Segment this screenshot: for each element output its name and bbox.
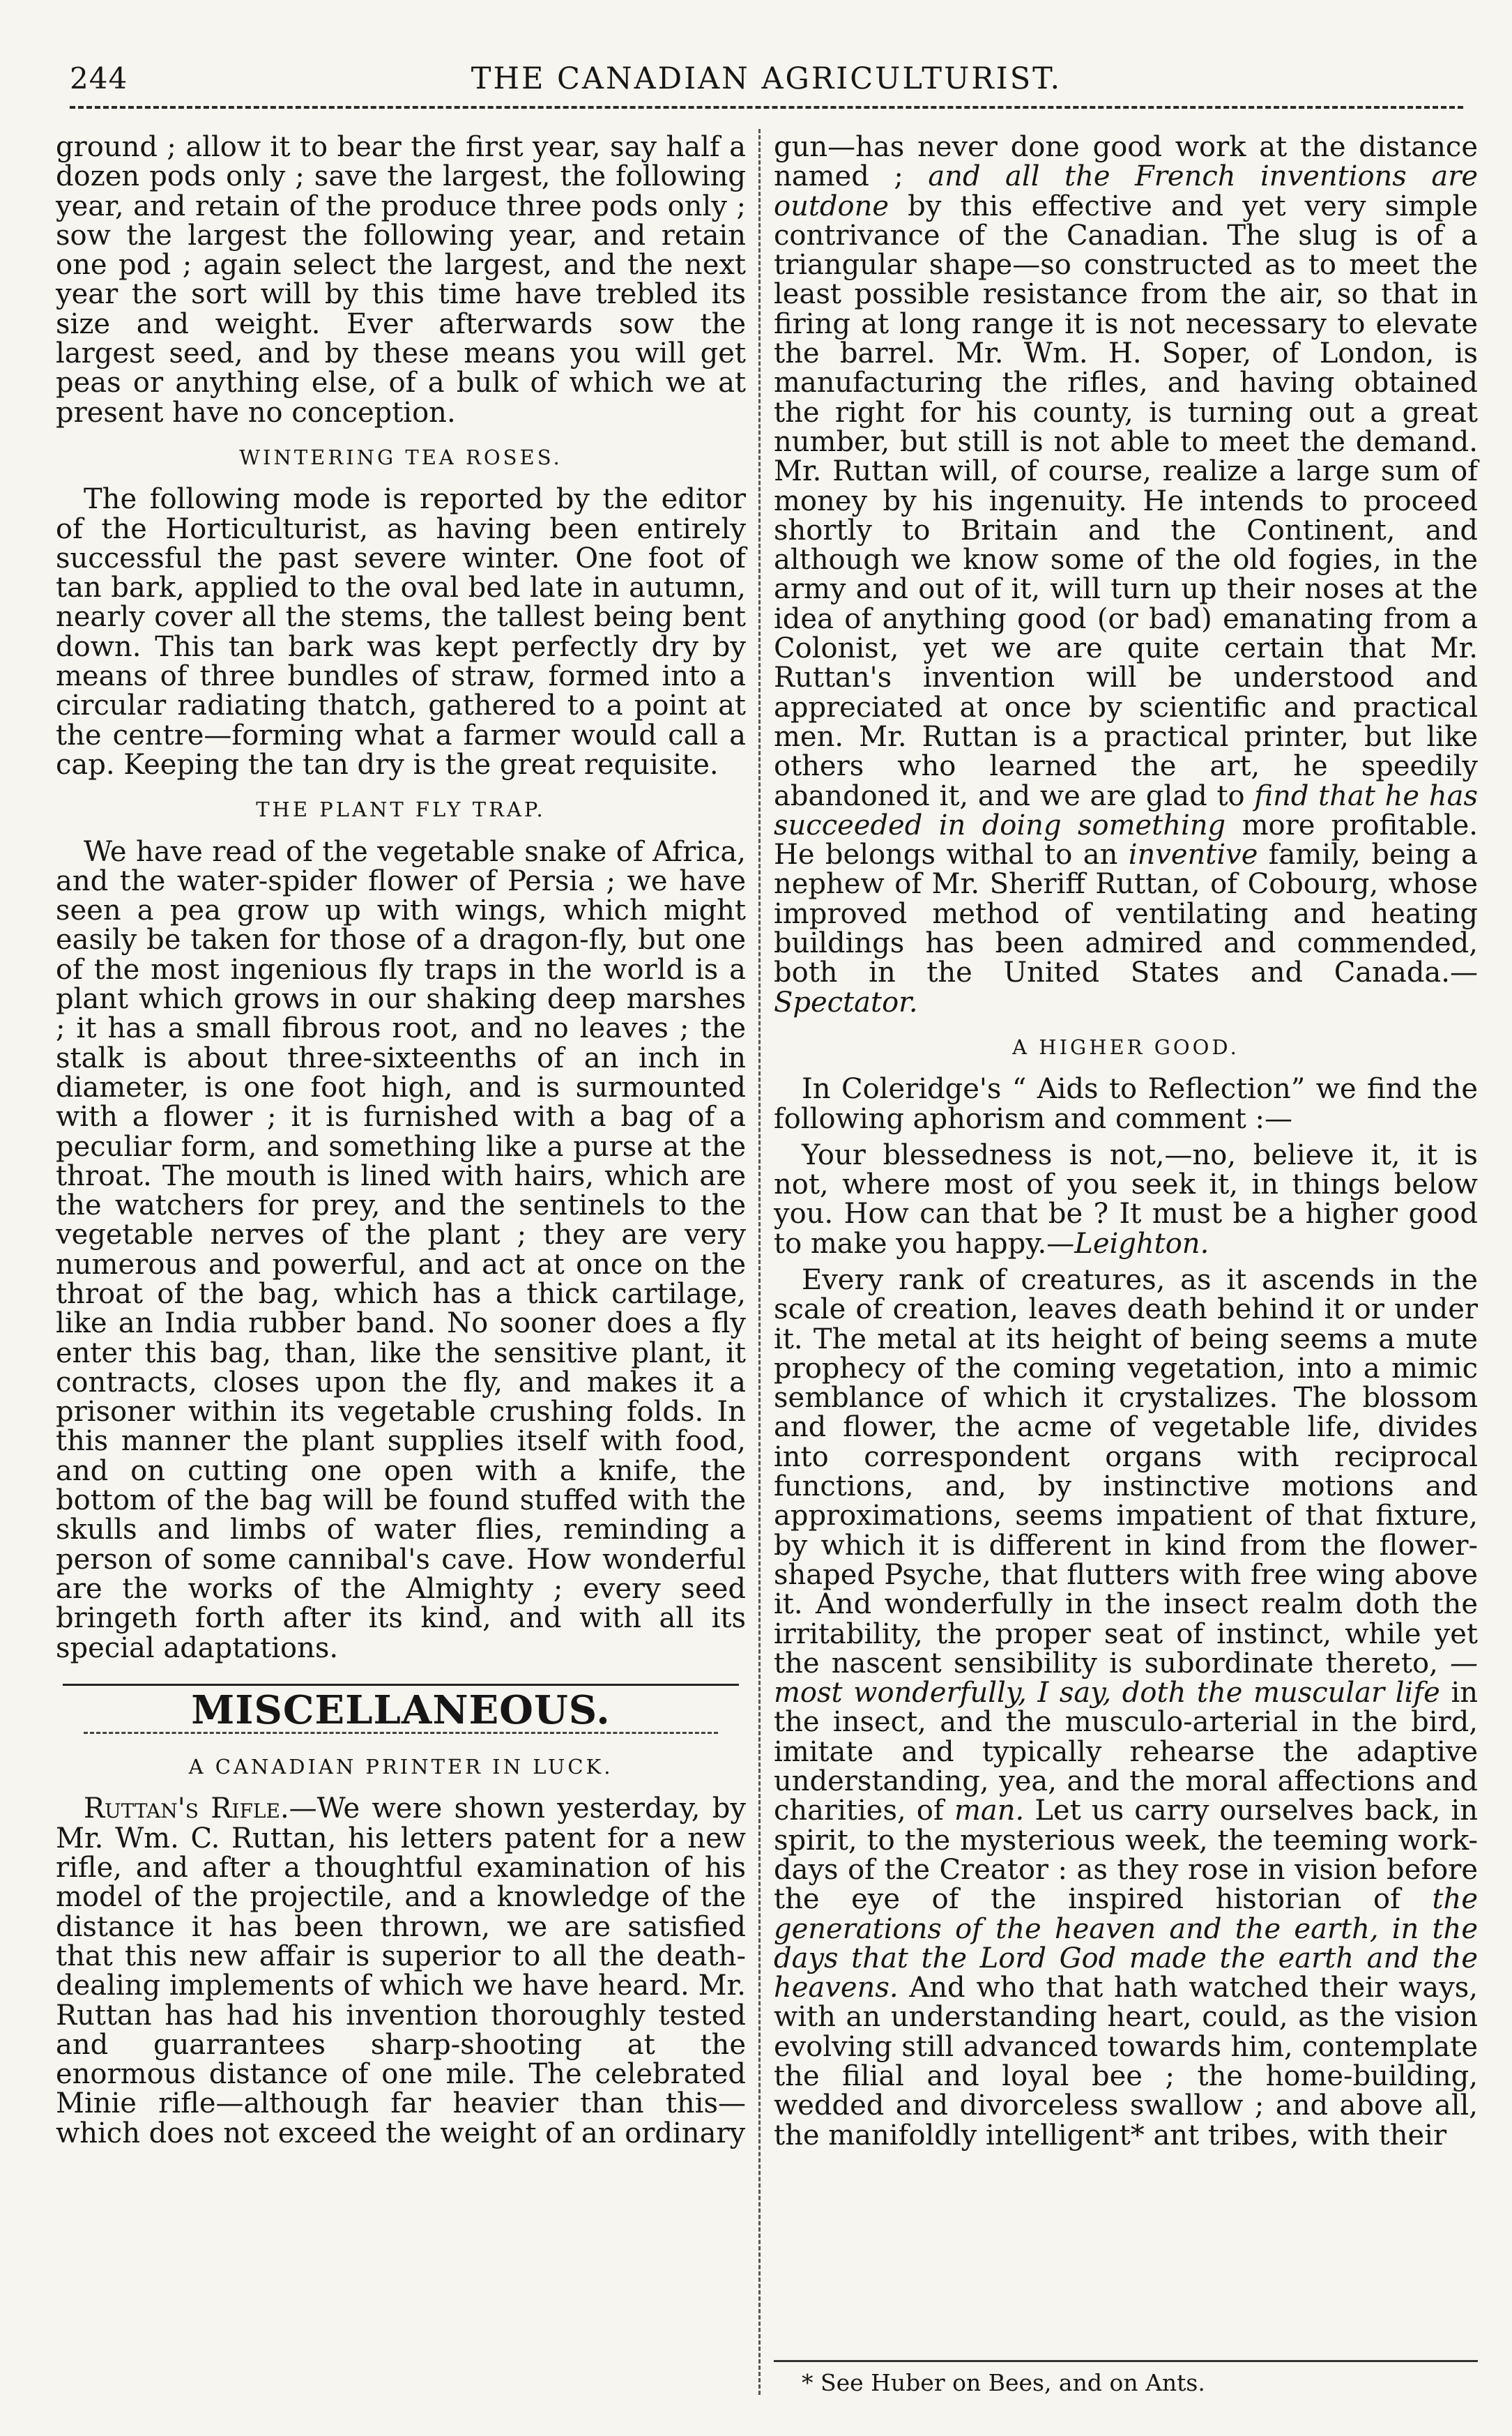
heading-miscellaneous: MISCELLANEOUS. <box>191 1687 611 1733</box>
footnote <box>774 2360 1478 2396</box>
intro-paragraph: ground ; allow it to bear the first year, say half a dozen pods only ; save the largest, the following year, and retain of the produce three pods only ; sow the largest the following year, and retain one pod ; again select the largest, and the next year the sort will by this time have trebled its size and weight. Ever afterwards sow the largest seed, and by these means you will get peas or anything else, of a bulk of which we at present have no conception. <box>56 131 746 429</box>
left-column <box>56 132 746 2148</box>
ruttan-paragraph <box>56 1794 746 2148</box>
ruttan-text: —We were shown yesterday, by Mr. Wm. C. Ruttan, his letters patent for a new rifle, and after a thoughtful examination of his model of the projectile, and a knowledge of the distance it has been thrown, we are satisfied that this new affair is superior to all the death-dealing implements of which we have heard. Mr. Ruttan has had his invention thoroughly tested and guarrantees sharp-shooting at the enormous distance of one mile. The celebrated Minie rifle—although far heavier than this—which does not exceed the weight of an ordinary <box>56 1792 746 2149</box>
ruttan-rifle-lead: Ruttan's Rifle. <box>84 1792 289 1825</box>
gun-paragraph <box>774 132 1478 1017</box>
page-number: 244 <box>70 61 128 96</box>
heading-plant-fly-trap: THE PLANT FLY TRAP. <box>256 798 546 822</box>
page-header <box>70 61 1463 112</box>
column-divider <box>758 129 761 2395</box>
gun-text-b: and all the French inventions are outdone <box>774 160 1478 222</box>
heading-wintering-tea-roses: WINTERING TEA ROSES. <box>239 445 563 469</box>
coleridge-paragraph: In Coleridge's “ Aids to Reflection” we find the following aphorism and comment :— <box>774 1073 1478 1135</box>
leighton-credit: Leighton. <box>1074 1227 1209 1260</box>
rank-text-e: Let us carry ourselves back, in spirit, to the mysterious week, the teeming work-days of the Creator : as they rose in vision before the eye of the inspired historian of <box>774 1795 1479 1916</box>
footnote-text: * See Huber on Bees, and on Ants. <box>802 2369 1205 2396</box>
rank-text-c: in the insect, and the musculo-arterial in the bird, imitate and typically rehearse the adaptive understanding, yea, and the moral affections and charities, of <box>774 1677 1478 1827</box>
rank-text-a: Every rank of creatures, as it ascends in the scale of creation, leaves death behind it or under it. The metal at its height of being seems a mute prophecy of the coming vegetation, into a mimic semblance of which it crystalizes. The blossom and flower, the acme of vegetable life, divides into correspondent organs with reciprocal functions, and, by instinctive motions and approximations, seems impatient of that fixture, by which it is different in kind from the flower-shaped Psyche, that flutters with free wing above it. And wonderfully in the insect realm doth the irritability, the proper seat of instinct, while yet the nascent sensibility is subordinate thereto, <box>774 1263 1478 1680</box>
gun-text-a: gun—has never done good work at the distance named ; <box>774 131 1478 193</box>
rank-text-f: the generations of the heaven and the earth, in the days that the Lord God made the earth and the heavens. <box>774 1883 1478 2004</box>
rank-text-g: And who that hath watched their ways, with an understanding heart, could, as the vision evolving still advanced towards him, contemplate the filial and loyal bee ; the home-building, wedded and divorceless swallow ; and above all, the manifoldly intelligent* ant tribes, with their <box>774 1972 1478 2152</box>
gun-text-f: inventive <box>1128 839 1258 871</box>
rank-text-b: —most wonderfully, I say, doth the muscular life <box>774 1647 1478 1710</box>
running-title: THE CANADIAN AGRICULTURIST. <box>471 61 1062 96</box>
gun-text-g: family, being a nephew of Mr. Sheriff Ruttan, of Cobourg, whose improved method of ventilating and heating buildings has been admired and commended, both in the United States and Canada.— <box>774 839 1478 989</box>
gun-text-e: more profitable. He belongs withal to an <box>774 809 1478 871</box>
gun-text-d: find that he has succeeded in doing something <box>774 779 1478 842</box>
gun-text-c: by this effective and yet very simple contrivance of the Canadian. The slug is of a triangular shape—so constructed as to meet the least possible resistance from the air, so that in firing at long range it is not necessary to elevate the barrel. Mr. Wm. H. Soper, of London, is manufacturing the rifles, and having obtained the right for his county, is turning out a great number, but still is not able to meet the demand. Mr. Ruttan will, of course, realize a large sum of money by his ingenuity. He intends to proceed shortly to Britain and the Continent, and although we know some of the old fogies, in the army and out of it, will turn up their noses at the idea of anything good (or bad) emanating from a Colonist, yet we are quite certain that Mr. Ruttan's invention will be understood and appreciated at once by scientific and practical men. Mr. Ruttan is a practical printer, but like others who learned the art, he speedily abandoned it, and we are glad to <box>774 190 1478 812</box>
right-column <box>774 132 1478 2150</box>
blessedness-text: Your blessedness is not,—no, believe it, it is not, where most of you seek it, in things below you. How can that be ? It must be a higher good to make you happy.— <box>774 1139 1478 1260</box>
every-rank-paragraph <box>774 1265 1478 2150</box>
rank-text-d: man. <box>954 1795 1025 1827</box>
blessedness-paragraph <box>774 1141 1478 1258</box>
section-divider <box>63 1684 739 1686</box>
heading-higher-good: A HIGHER GOOD. <box>1012 1035 1239 1059</box>
heading-canadian-printer: A CANADIAN PRINTER IN LUCK. <box>188 1755 613 1779</box>
header-rule <box>70 106 1463 109</box>
spectator-credit: Spectator. <box>774 986 918 1019</box>
fly-trap-paragraph: We have read of the vegetable snake of Africa, and the water-spider flower of Persia ; we have seen a pea grow up with wings, which might easily be taken for those of a dragon-fly, but one of the most ingenious fly traps in the world is a plant which grows in our shaking deep marshes ; it has a small fibrous root, and no leaves ; the stalk is about three-sixteenths of an inch in diameter, is one foot high, and is surmounted with a flower ; it is furnished with a bag of a peculiar form, and something like a purse at the throat. The mouth is lined with hairs, which are the watchers for prey, and the sentinels to the vegetable nerves of the plant ; they are very numerous and powerful, and act at once on the throat of the bag, which has a thick cartilage, like an India rubber band. No sooner does a fly enter this bag, than, like the sensitive plant, it contracts, closes upon the fly, and makes it a prisoner within its vegetable crushing folds. In this manner the plant supplies itself with food, and on cutting one open with a knife, the bottom of the bag will be found stuffed with the skulls and limbs of water flies, reminding a person of some cannibal's cave. How wonderful are the works of the Almighty ; every seed bringeth forth after its kind, and with all its special adaptations. <box>56 835 746 1664</box>
tea-roses-paragraph: The following mode is reported by the editor of the Horticulturist, as having been entirely successful the past severe winter. One foot of tan bark, applied to the oval bed late in autumn, nearly cover all the stems, the tallest being bent down. This tan bark was kept perfectly dry by means of three bundles of straw, formed into a circular radiating thatch, gathered to a point at the centre—forming what a farmer would call a cap. Keeping the tan dry is the great requisite. <box>56 483 746 781</box>
